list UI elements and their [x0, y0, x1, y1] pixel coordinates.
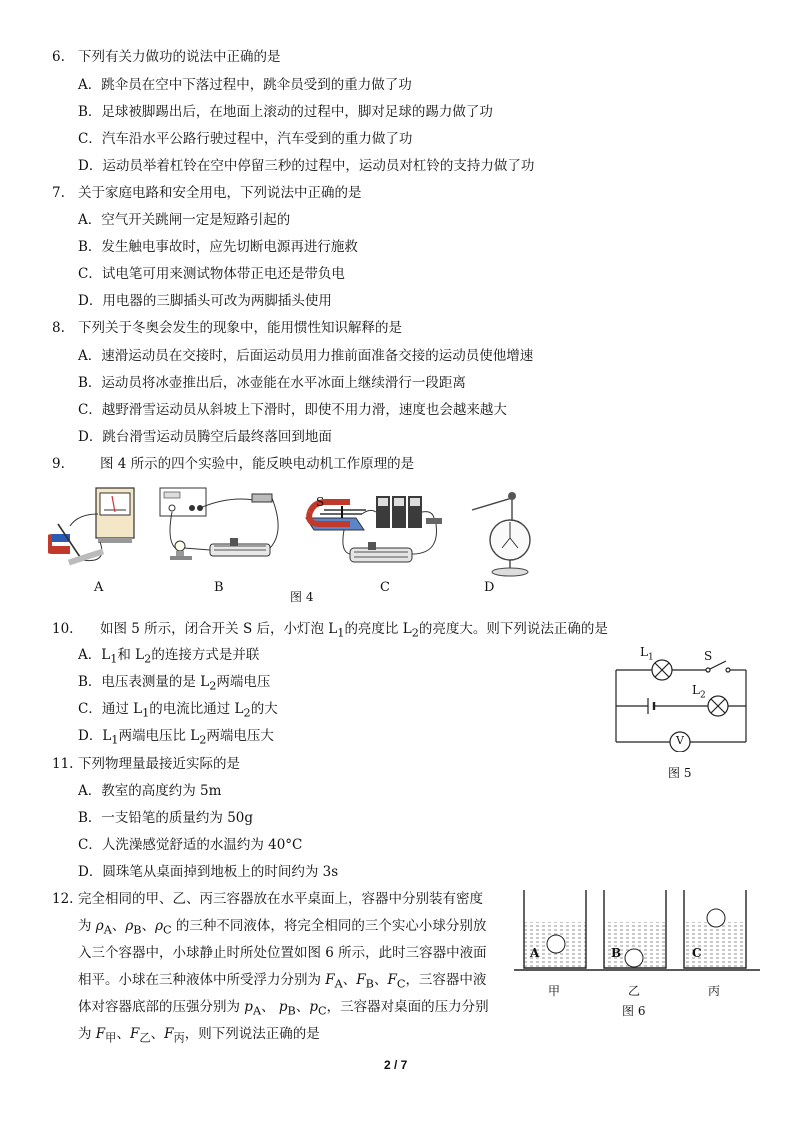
q12-line-1: 完全相同的甲、乙、丙三容器放在水平桌面上，容器中分别装有密度 — [78, 891, 483, 907]
q6-option-b: B．足球被脚踢出后，在地面上滚动的过程中，脚对足球的踢力做了功 — [78, 104, 493, 120]
q6-stem: 下列有关力做功的说法中正确的是 — [78, 49, 281, 65]
q7-number: 7. — [52, 185, 65, 201]
figure4-a-galvanometer-experiment — [48, 484, 158, 576]
q11-option-b: B．一支铅笔的质量约为 50g — [78, 810, 254, 826]
q7-option-d: D．用电器的三脚插头可改为两脚插头使用 — [78, 293, 332, 309]
q12-line-4: 相平。小球在三种液体中所受浮力分别为 $F_A$、$F_B$、$F_C$，三容器中液 — [78, 972, 487, 991]
figure6-name-yi: 乙 — [628, 984, 641, 998]
q7-option-b: B．发生触电事故时，应先切断电源再进行施救 — [78, 239, 358, 255]
figure4-caption: 图 4 — [290, 590, 314, 604]
figure4-d-electroscope — [462, 482, 548, 578]
q11-stem: 下列物理量最接近实际的是 — [78, 756, 240, 772]
figure6-ball-b-label: B — [611, 946, 622, 960]
q10-option-b: B．电压表测量的是 $L_2$两端电压 — [78, 674, 271, 693]
q7-stem: 关于家庭电路和安全用电，下列说法中正确的是 — [78, 185, 362, 201]
q7-option-c: C．试电笔可用来测试物体带正电还是带负电 — [78, 266, 345, 282]
figure5-voltmeter-label: V — [676, 734, 684, 747]
figure6-ball-a-label: A — [530, 946, 540, 960]
figure6-name-jia: 甲 — [548, 984, 561, 998]
figure5-s-label: S — [704, 649, 713, 663]
q10-option-c: C．通过 $L_1$的电流比通过 $L_2$的大 — [78, 701, 278, 720]
figure4-label-d: D — [484, 580, 495, 595]
q9-number: 9. — [52, 456, 65, 472]
q8-number: 8. — [52, 320, 65, 336]
figure4-b-bulb-rheostat-experiment — [158, 484, 286, 576]
figure4-label-b: B — [214, 580, 224, 595]
figure4-c-switch-label: S — [316, 495, 325, 509]
q7-option-a: A．空气开关跳闸一定是短路引起的 — [78, 212, 291, 228]
figure6-caption: 图 6 — [622, 1004, 646, 1018]
q12-number: 12. — [52, 891, 74, 907]
figure4-label-c: C — [380, 580, 390, 595]
q8-option-b: B．运动员将冰壶推出后，冰壶能在水平冰面上继续滑行一段距离 — [78, 375, 466, 391]
q12-line-3: 入三个容器中，小球静止时所处位置如图 6 所示，此时三容器中液面 — [78, 945, 487, 961]
q6-option-a: A．跳伞员在空中下落过程中，跳伞员受到的重力做了功 — [78, 77, 412, 93]
q6-option-d: D．运动员举着杠铃在空中停留三秒的过程中，运动员对杠铃的支持力做了功 — [78, 158, 535, 174]
q8-stem: 下列关于冬奥会发生的现象中，能用惯性知识解释的是 — [78, 320, 402, 336]
figure4-label-a: A — [94, 580, 104, 595]
q12-line-5: 体对容器底部的压强分别为 $p_A$、 $p_B$、$p_C$，三容器对桌面的压力分别 — [78, 999, 489, 1018]
q10-stem: 如图 5 所示，闭合开关 S 后，小灯泡 $L_1$的亮度比 $L_2$的亮度大。则下列说法正确的是 — [100, 621, 608, 640]
q10-option-a: A．$L_1$和 $L_2$的连接方式是并联 — [78, 647, 260, 666]
figure5-l2-label: $L_2$ — [692, 683, 706, 701]
q8-option-a: A．速滑运动员在交接时，后面运动员用力推前面准备交接的运动员使他增速 — [78, 348, 534, 364]
q11-option-d: D．圆珠笔从桌面掉到地板上的时间约为 3s — [78, 864, 339, 880]
figure5-l1-label: $L_1$ — [640, 645, 654, 663]
q11-number: 11. — [52, 756, 74, 772]
q11-option-c: C．人洗澡感觉舒适的水温约为 40°C — [78, 837, 303, 853]
figure6-containers — [512, 888, 762, 974]
q8-option-c: C．越野滑雪运动员从斜坡上下滑时，即使不用力滑，速度也会越来越大 — [78, 402, 507, 418]
q10-number: 10. — [52, 621, 74, 637]
q10-option-d: D．$L_1$两端电压比 $L_2$两端电压大 — [78, 728, 274, 747]
q6-option-c: C．汽车沿水平公路行驶过程中，汽车受到的重力做了功 — [78, 131, 413, 147]
figure5-caption: 图 5 — [668, 766, 692, 780]
figure6-ball-c-label: C — [692, 946, 702, 960]
figure6-name-bing: 丙 — [708, 984, 721, 998]
q6-number: 6. — [52, 49, 65, 65]
q11-option-a: A．教室的高度约为 5m — [78, 783, 222, 799]
page-number: 2 / 7 — [384, 1058, 408, 1072]
q12-line-6: 为 $F_甲$、$F_乙$、$F_丙$，则下列说法正确的是 — [78, 1026, 320, 1045]
q12-line-2: 为 $\rho_A$、$\rho_B$、$\rho_C$ 的三种不同液体，将完全相同的三个实心小球分别放 — [78, 918, 487, 937]
q8-option-d: D．跳台滑雪运动员腾空后最终落回到地面 — [78, 429, 332, 445]
q9-stem: 图 4 所示的四个实验中，能反映电动机工作原理的是 — [100, 456, 415, 472]
